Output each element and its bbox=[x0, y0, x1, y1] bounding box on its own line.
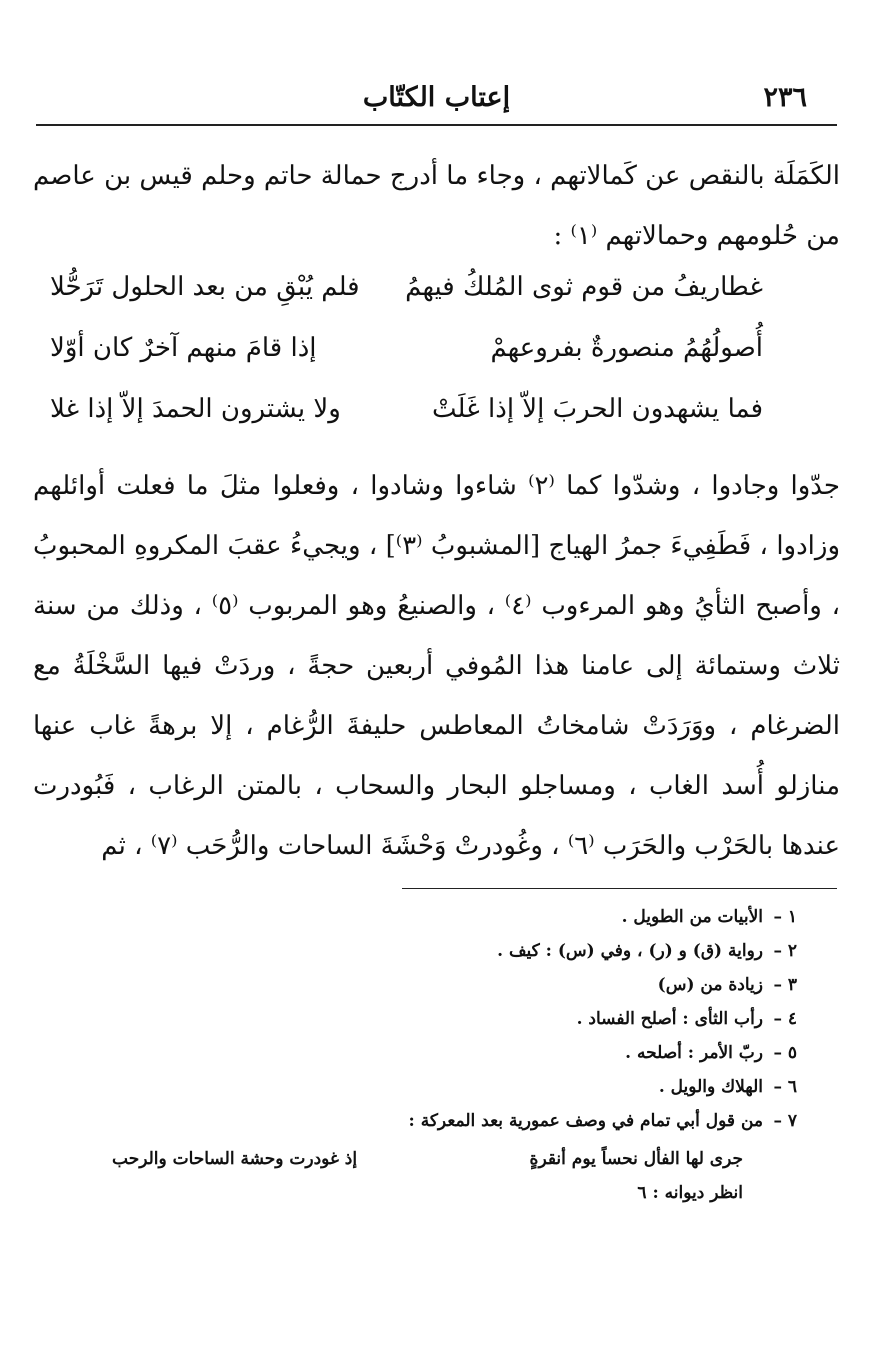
footnote-text: من قول أبي تمام في وصف عمورية بعد المعركة : bbox=[408, 1111, 763, 1131]
intro-paragraph: الكَمَلَة بالنقص عن كَمالاتهم ، وجاء ما أدرج حمالة حاتم وحلم قيس بن عاصم من حُلومهم وحمالاتهم ⁽١⁾ : bbox=[33, 161, 840, 251]
footnote-number: ٣ – bbox=[773, 975, 797, 995]
footnote-verse-first-hemistich: جرى لها الفأل نحساً يوم أنقرةٍ bbox=[529, 1149, 743, 1169]
footnote-item bbox=[60, 1036, 797, 1070]
footnote-verse bbox=[60, 1142, 763, 1176]
poem-verses bbox=[50, 264, 763, 447]
verse-first-hemistich: غطاريفُ من قوم ثوى المُلكُ فيهمُ bbox=[405, 272, 763, 302]
footnote-number: ٥ – bbox=[773, 1043, 797, 1063]
footnote-text: الأبيات من الطويل . bbox=[621, 907, 763, 927]
verse-first-hemistich: فما يشهدون الحربَ إلاّ إذا غَلَتْ bbox=[432, 394, 763, 424]
footnote-verse-second-hemistich: إذ غودرت وحشة الساحات والرحب bbox=[112, 1149, 358, 1169]
verse-second-hemistich: إذا قامَ منهم آخرٌ كان أوّلا bbox=[50, 333, 317, 363]
footnote-text: رأب الثأى : أصلح الفساد . bbox=[576, 1009, 763, 1029]
footnote-item bbox=[60, 934, 797, 968]
verse-second-hemistich: ولا يشترون الحمدَ إلاّ إذا غلا bbox=[50, 394, 341, 424]
page-number: ٢٣٦ bbox=[763, 82, 807, 113]
verse-line bbox=[50, 264, 763, 325]
main-paragraph: جدّوا وجادوا ، وشدّوا كما ⁽٢⁾ شاءوا وشادوا ، وفعلوا مثلَ ما فعلت أوائلهم وزادوا ، فَطَفِيءَ جمرُ الهياج [المشبوبُ ⁽٣⁾] ، ويجيءُ عقبَ المكروهِ المحبوبُ ، وأصبح الثأيُ وهو المرءوب ⁽٤⁾ ، والصنيعُ وهو المربوب ⁽٥⁾ ، وذلك من سنة ثلاث وستمائة إلى عامنا هذا المُوفي أربعين حجةً ، وردَتْ فيها السَّخْلَةُ مع الضرغام ، ووَرَدَتْ شامخاتُ المعاطس حليفةَ الرُّغام ، إلا برهةً غاب عنها منازلو أُسد الغاب ، ومساجلو البحار والسحاب ، بالمتن الرغاب ، فَبُودرت عندها بالحَرْب والحَرَب ⁽٦⁾ ، وغُودرتْ وَحْشَةَ الساحات والرُّحَب ⁽٧⁾ ، ثم bbox=[33, 471, 841, 861]
footnote-number: ٦ – bbox=[773, 1077, 797, 1097]
footnote-source: انظر ديوانه : ٦ bbox=[637, 1183, 743, 1203]
footnote-item bbox=[60, 900, 797, 934]
header-rule bbox=[36, 124, 837, 126]
footnote-number: ٢ – bbox=[773, 941, 797, 961]
footnote-item bbox=[60, 968, 797, 1002]
footnote-text: الهلاك والويل . bbox=[658, 1077, 763, 1097]
footnote-text: ربّ الأمر : أصلحه . bbox=[625, 1043, 763, 1063]
verse-second-hemistich: فلم يُبْقِ من بعد الحلول تَرَحُّلا bbox=[50, 272, 360, 302]
footnote-item bbox=[60, 1104, 797, 1138]
footnote-text: رواية (ق) و (ر) ، وفي (س) : كيف . bbox=[497, 941, 763, 961]
verse-line bbox=[50, 325, 763, 386]
footnote-item bbox=[60, 1002, 797, 1036]
footnote-number: ٧ – bbox=[773, 1111, 797, 1131]
footnotes bbox=[60, 900, 797, 1210]
page-header bbox=[36, 74, 837, 120]
footnote-number: ١ – bbox=[773, 907, 797, 927]
verse-line bbox=[50, 386, 763, 447]
footnote-number: ٤ – bbox=[773, 1009, 797, 1029]
verse-first-hemistich: أُصولُهُمُ منصورةٌ بفروعهمْ bbox=[490, 333, 763, 363]
footnote-text: زيادة من (س) bbox=[657, 975, 763, 995]
footnote-item bbox=[60, 1070, 797, 1104]
running-title: إعتاب الكتّاب bbox=[362, 82, 511, 113]
footnote-separator bbox=[402, 888, 837, 889]
